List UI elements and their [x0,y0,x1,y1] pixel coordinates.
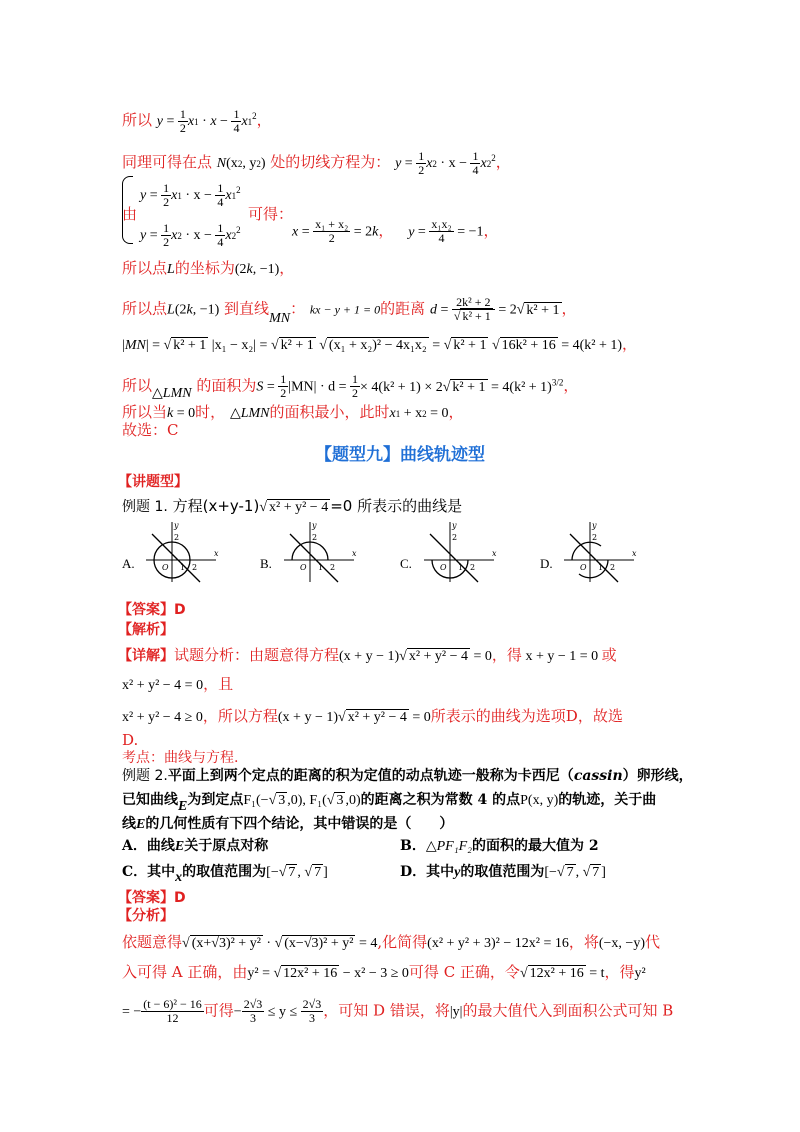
text-line: 同理可得在点 N(x2, y2) 处的切线方程为： y = $\frac{1}{2}$ x2 · x − $\frac{1}{4}$ $x2^2$， [122,148,511,177]
analysis-line: = − $\frac{\text{(t − 6)² − 16}}{12}$ 可得− $\frac{2√3}{3}$ ≤ y ≤ $\frac{2√3}{3}$ ，可知 D 错误，将|y|的最大值代入到面积公式可知 B [122,997,674,1025]
equation-result: x = $\frac{\text{x₁ + x₂}}{2}$ = 2k， y = $\frac{\text{x₁x₂}}{4}$ = −1， [292,217,499,245]
detail-line: x² + y² − 4 = 0，且 [122,675,234,693]
svg-text:O: O [162,563,169,572]
svg-text:1: 1 [598,563,604,572]
analysis-line: 依题意得√ (x+√3)² + y² · √ (x−√3)² + y² = 4,化简得(x² + y² + 3)² − 12x² = 16，将(−x, −y)代 [122,933,661,951]
svg-text:2: 2 [592,533,598,542]
option-label-b[interactable]: B. [260,556,272,571]
svg-text:x: x [352,549,357,558]
analysis-tag-2: 【分析】 [118,908,174,924]
svg-text:2: 2 [330,563,336,572]
option-b[interactable]: B．△PF₁F₂的面积的最大值为 2 [400,838,599,854]
svg-text:O: O [300,563,307,572]
svg-text:y: y [174,521,179,530]
svg-text:x: x [632,549,637,558]
example2-stem: 例题 2.平面上到两个定点的距离的积为定值的动点轨迹一般称为卡西尼（cassin）卵形线， [122,768,693,784]
svg-text:y: y [452,521,457,530]
detail-line: x² + y² − 4 ≥ 0，所以方程(x + y − 1)√ x² + y² − 4 = 0所表示的曲线为选项D，故选 [122,707,623,725]
text-line: 所以当k = 0时， △LMN的面积最小，此时x1 + x2 = 0， [122,403,464,421]
option-graph-c[interactable] [422,520,498,584]
equation-row: y = $\frac{1}{2}$ x1 · x − $\frac{1}{4}$ $x1^2$ [140,180,241,209]
text-line: 所以 y = $\frac{1}{2}$ x1 · x − $\frac{1}{4}$ $x1^2$， [122,106,272,135]
text-line: 所以△LMN 的面积为S = $\frac{1}{2}$ |MN| · d = $\frac{1}{2}$ × 4(k² + 1) × 2√ $k^2 + 1 = 4(k^2 + 1)^{3/2}$， [122,372,579,401]
analysis-line: 入可得 A 正确，由y² = √ 12x² + 16 − x² − 3 ≥ 0可得 C 正确，令√ 12x² + 16 = t，得y² [122,963,646,981]
detail-line: D. [122,731,139,749]
svg-text:2: 2 [192,563,198,572]
svg-text:1: 1 [318,563,324,572]
text-line: |MN| = √ k² + 1 |x₁ − x₂| = √ k² + 1 √ (x₁ + x₂)² − 4x₁x₂ = √ k² + 1 √ 16k² + 16 = 4(k² + 1)， [122,335,638,353]
svg-text:x: x [214,549,219,558]
svg-text:y: y [312,521,317,530]
option-label-a[interactable]: A. [122,556,135,571]
svg-text:y: y [592,521,597,530]
svg-text:2: 2 [174,533,180,542]
text-you: 由 [122,205,138,223]
svg-text:2: 2 [312,533,318,542]
kaodian-line: 考点：曲线与方程. [122,750,239,766]
option-a[interactable]: A．曲线E关于原点对称 [122,838,269,854]
answer-tag: 【答案】D [118,602,186,618]
option-d[interactable]: D．其中y的取值范围为[−√ 7 , √ 7 ] [400,864,606,880]
text-line: 所以点L的坐标为(2k, −1)， [122,259,295,277]
option-graph-b[interactable] [282,520,358,584]
svg-text:O: O [580,563,587,572]
answer-tag-2: 【答案】D [118,890,186,906]
svg-text:O: O [440,563,447,572]
svg-text:x: x [492,549,497,558]
option-label-c[interactable]: C. [400,556,412,571]
svg-text:2: 2 [470,563,476,572]
lecture-tag: 【讲题型】 [118,474,188,490]
section-title: 【题型九】曲线轨迹型 [315,445,485,465]
svg-text:2: 2 [452,533,458,542]
analysis-tag: 【解析】 [118,622,174,638]
equation-row: y = $\frac{1}{2}$ x2 · x − $\frac{1}{4}$ $x2^2$ [140,220,241,249]
option-label-d[interactable]: D. [540,556,553,571]
option-graph-d[interactable] [562,520,638,584]
text-line: 所以点L(2k, −1) 到直线MN： kx − y + 1 = 0的距离 d = $\frac{\text{2k² + 2}}{\text{√ k² + 1}}$ = 2√ k² + 1 ， [122,295,577,326]
example2-stem: 已知曲线E为到定点F₁(−√ 3 ,0), F₁(√ 3 ,0)的距离之积为常数 4 的点P(x, y)的轨迹，关于曲 [122,792,657,814]
example1-stem: 例题 1. 方程(x+y-1)√ x² + y² − 4 =0 所表示的曲线是 [122,497,463,515]
text-line: 可得： [248,205,294,223]
option-graph-a[interactable] [144,520,220,584]
svg-text:1: 1 [458,563,464,572]
svg-text:1: 1 [180,563,186,572]
answer-line: 故选：C [122,421,179,439]
example2-stem: 线E的几何性质有下四个结论，其中错误的是（ ） [122,816,454,832]
option-c[interactable]: C．其中x的取值范围为[−√ 7 , √ 7 ] [122,864,328,885]
svg-text:2: 2 [610,563,616,572]
detail-line: 【详解】试题分析：由题意得方程(x + y − 1)√ x² + y² − 4 = 0，得 x + y − 1 = 0 或 [118,646,617,664]
